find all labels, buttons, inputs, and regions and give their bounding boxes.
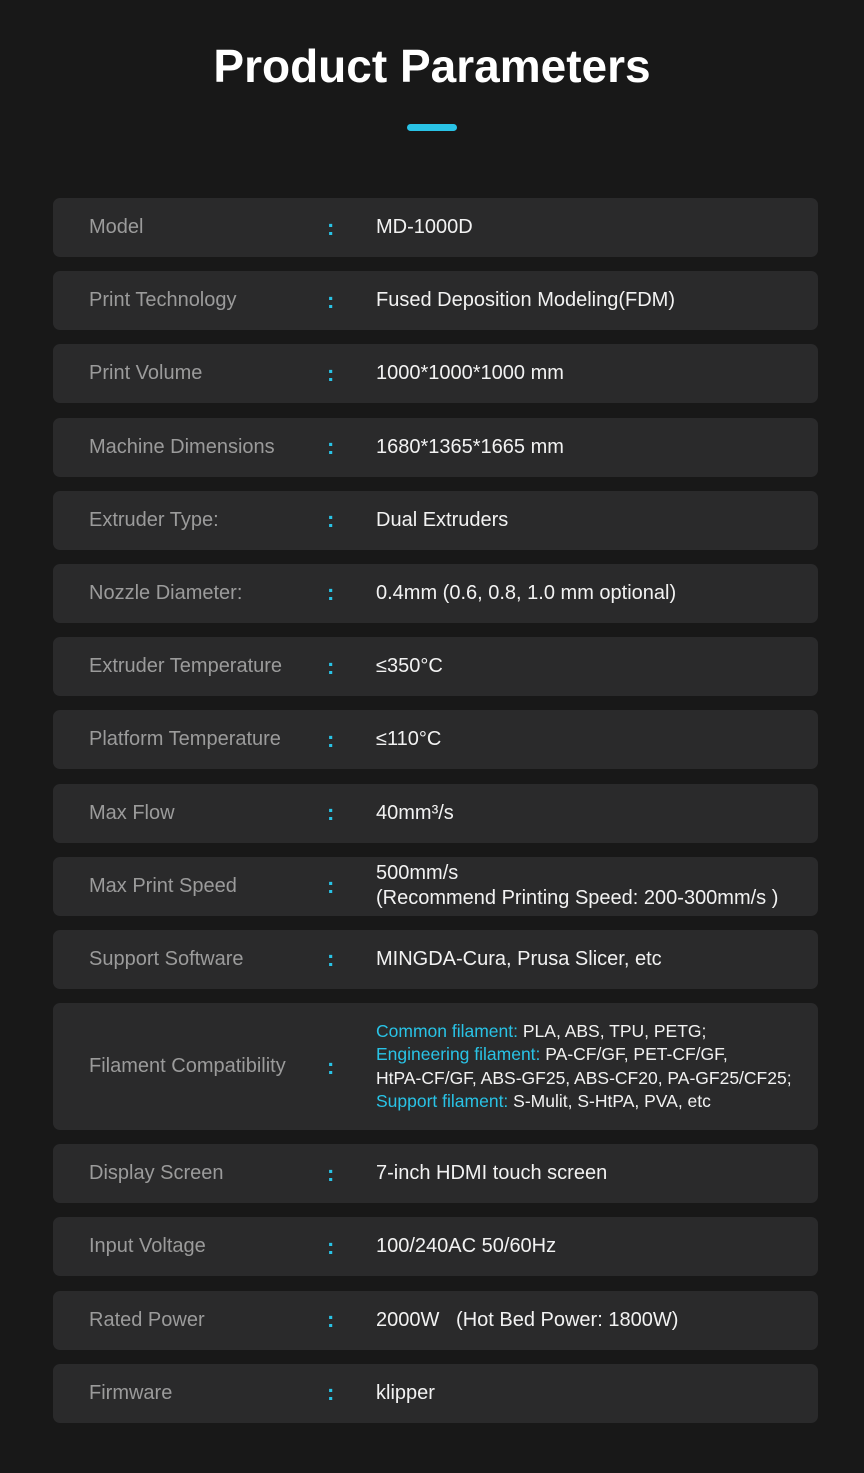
param-separator: : [327, 1053, 335, 1079]
param-separator: : [327, 726, 335, 752]
param-label: Support Software [89, 947, 244, 970]
param-value: 100/240AC 50/60Hz [376, 1235, 557, 1258]
page-title: Product Parameters [213, 40, 651, 92]
filament-support-label: Support filament: [376, 1091, 509, 1112]
filament-common-value: PLA, ABS, TPU, PETG; [518, 1020, 707, 1041]
param-value: Dual Extruders [376, 508, 509, 531]
param-separator: : [327, 1380, 335, 1406]
param-value: ≤350°C [376, 655, 443, 678]
param-label: Max Print Speed [89, 874, 237, 897]
param-row-rated-power [53, 1291, 818, 1350]
filament-support [376, 1090, 816, 1114]
param-label: Platform Temperature [89, 728, 281, 751]
param-value: Fused Deposition Modeling(FDM) [376, 289, 676, 312]
param-value-note: (Recommend Printing Speed: 200-300mm/s ) [376, 887, 779, 910]
filament-engineering-value: PA-CF/GF, PET-CF/GF, [540, 1044, 728, 1065]
param-row-extruder-temperature [53, 637, 818, 696]
param-label: Firmware [89, 1381, 173, 1404]
param-value: MD-1000D [376, 216, 473, 238]
param-row-model [53, 198, 818, 257]
param-separator: : [327, 360, 335, 386]
param-value: 0.4mm (0.6, 0.8, 1.0 mm optional) [376, 581, 677, 604]
param-value: 1000*1000*1000 mm [376, 362, 564, 385]
param-row-support-software [53, 930, 818, 989]
filament-list [376, 1003, 816, 1130]
param-separator: : [327, 873, 335, 899]
param-value: MINGDA-Cura, Prusa Slicer, etc [376, 947, 662, 970]
param-row-max-flow [53, 784, 818, 843]
param-label: Print Technology [89, 289, 237, 312]
filament-common-label: Common filament: [376, 1020, 518, 1041]
param-value: 40mm³/s [376, 801, 454, 824]
param-separator: : [327, 653, 335, 679]
param-row-display-screen [53, 1144, 818, 1203]
param-label: Max Flow [89, 801, 175, 824]
param-separator: : [327, 214, 335, 240]
param-separator: : [327, 287, 335, 313]
param-value: ≤110°C [376, 728, 442, 751]
param-separator: : [327, 1307, 335, 1333]
title-accent-bar [407, 124, 457, 131]
filament-engineering-cont: HtPA-CF/GF, ABS-GF25, ABS-CF20, PA-GF25/CF25; [376, 1067, 792, 1088]
param-label: Display Screen [89, 1162, 224, 1185]
param-value: 7-inch HDMI touch screen [376, 1162, 608, 1185]
param-row-machine-dimensions [53, 418, 818, 477]
filament-support-value: S-Mulit, S-HtPA, PVA, etc [508, 1091, 711, 1112]
param-row-filament-compatibility [53, 1003, 818, 1130]
param-row-print-volume [53, 344, 818, 403]
param-row-print-technology [53, 271, 818, 330]
param-label: Machine Dimensions [89, 435, 275, 458]
param-row-input-voltage [53, 1217, 818, 1276]
param-label: Model [89, 216, 144, 238]
param-row-max-print-speed [53, 857, 818, 916]
param-label: Rated Power [89, 1308, 205, 1331]
param-separator: : [327, 1233, 335, 1259]
param-value: 1680*1365*1665 mm [376, 435, 564, 458]
param-row-firmware [53, 1364, 818, 1423]
param-label: Input Voltage [89, 1235, 206, 1258]
filament-engineering [376, 1043, 816, 1067]
param-label: Extruder Type: [89, 508, 219, 531]
filament-engineering-label: Engineering filament: [376, 1044, 541, 1065]
param-row-nozzle-diameter [53, 564, 818, 623]
param-value: klipper [376, 1381, 435, 1404]
param-separator: : [327, 580, 335, 606]
param-separator: : [327, 507, 335, 533]
param-value: 500mm/s (Recommend Printing Speed: 200-300mm/s ) [376, 857, 816, 916]
filament-common [376, 1020, 816, 1044]
param-separator: : [327, 946, 335, 972]
param-separator: : [327, 1160, 335, 1186]
param-label: Print Volume [89, 362, 203, 385]
param-label: Extruder Temperature [89, 655, 283, 678]
param-row-platform-temperature [53, 710, 818, 769]
param-separator: : [327, 800, 335, 825]
param-label: Nozzle Diameter: [89, 581, 243, 604]
param-row-extruder-type [53, 491, 818, 550]
param-separator: : [327, 434, 335, 460]
param-value: 2000W (Hot Bed Power: 1800W) [376, 1308, 679, 1331]
parameters-table [53, 198, 818, 1437]
param-label: Filament Compatibility [89, 1055, 286, 1078]
